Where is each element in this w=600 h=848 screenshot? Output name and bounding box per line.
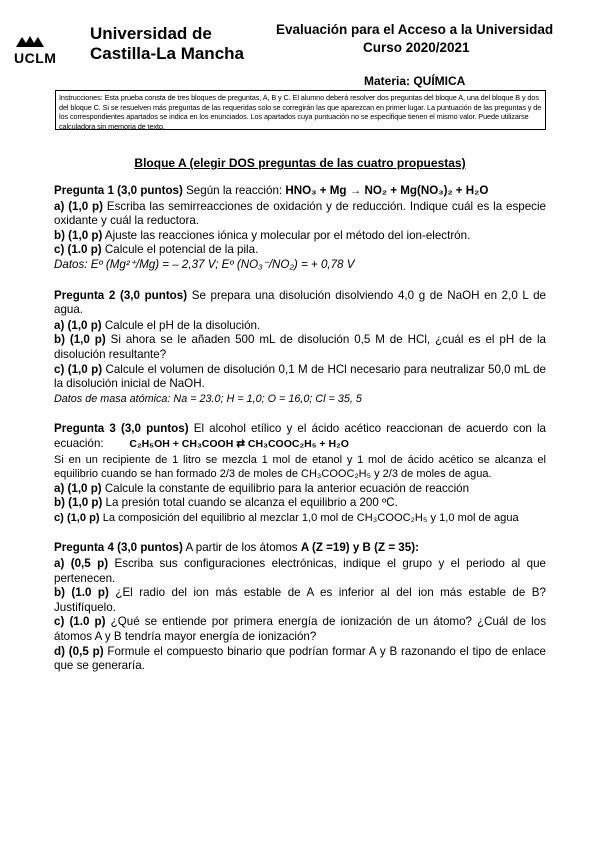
university-name: [90, 24, 244, 64]
q3-title: Pregunta 3 (3,0 puntos): [54, 422, 189, 436]
q2-a-label: a) (1,0 p): [54, 318, 102, 332]
questions: [54, 184, 546, 674]
question-2: [54, 289, 546, 407]
logo-emblem-icon: [14, 34, 86, 48]
q4-c-label: c) (1.0 p): [54, 615, 106, 629]
q2-intro: Se prepara una disolución disolviendo 4,0 g de NaOH en 2,0 L de agua.: [54, 288, 546, 317]
q3-equation: C₂H₅OH + CH₃COOH ⇄ CH₃COOC₂H₅ + H₂O: [129, 437, 349, 450]
q1-a-label: a) (1,0 p): [54, 199, 103, 213]
q3-c-text: La composición del equilibrio al mezclar 1,0 mol de CH₃COOC₂H₅ y 1,0 mol de agua: [102, 511, 519, 524]
q3-a-label: a) (1,0 p): [54, 481, 102, 495]
university-line1: Universidad de: [90, 24, 212, 43]
q4-title: Pregunta 4 (3,0 puntos): [54, 541, 183, 555]
logo-text: UCLM: [14, 50, 57, 66]
q4-b-label: b) (1.0 p): [54, 586, 109, 600]
q1-c-text: Calcule el potencial de la pila.: [104, 243, 259, 257]
q3-b-label: b) (1,0 p): [54, 496, 103, 510]
question-1: [54, 184, 546, 273]
instructions-text: Esta prueba consta de tres bloques de preguntas, A, B y C. El alumno deberá resolver dos preguntas del bloque A, una del bloque B y dos del bloque C. Si se resuelven más preguntas de las requeridas solo se corregirán las que aparezcan en primer lugar. La puntuación de las preguntas y de los correspondientes apartados se indica en los enunciados. Los apartados cuya puntuación no se especifique tienen el mismo valor. Puede utilizarse calculadora sin memoria de texto.: [59, 93, 542, 131]
instructions-label: Instrucciones:: [59, 93, 103, 102]
question-4: [54, 541, 546, 673]
q1-title: Pregunta 1 (3,0 puntos): [54, 184, 183, 197]
q1-b-text: Ajuste las reacciones iónica y molecular por el método del ion-electrón.: [104, 228, 471, 242]
q4-b-text: ¿El radio del ion más estable de A es inferior al del ion más estable de B? Justifíquelo.: [54, 586, 546, 614]
q1-data: Datos: Eº (Mg²⁺/Mg) = – 2,37 V; Eº (NO₃⁻/NO₂) = + 0,78 V: [54, 257, 355, 271]
q1-b-label: b) (1,0 p): [54, 228, 103, 242]
q2-c-label: c) (1,0 p): [54, 362, 103, 376]
block-title-text: Bloque A (elegir DOS preguntas de las cuatro propuestas): [134, 156, 466, 170]
uclm-logo: [14, 22, 86, 64]
q3-b-text: La presión total cuando se alcanza el equilibrio a 200 ºC.: [105, 496, 398, 510]
q1-a-text: Escriba las semirreacciones de oxidación y de reducción. Indique cuál es la especie oxidante y cuál la reductora.: [54, 199, 546, 228]
q3-context: Si en un recipiente de 1 litro se mezcla 1 mol de etanol y 1 mol de ácido acético se alcanza el equilibrio cuando se han formado 2/3 de moles de CH₃COOC₂H₅ y 2/3 de moles de agua.: [54, 453, 546, 481]
instructions-box: [55, 90, 546, 130]
q1-intro: Según la reacción:: [186, 184, 283, 197]
q2-title: Pregunta 2 (3,0 puntos): [54, 288, 188, 302]
q2-b-text: Si ahora se le añaden 500 mL de disolución 0,5 M de HCl, ¿cuál es el pH de la disolución resultante?: [54, 333, 546, 361]
q3-a-text: Calcule la constante de equilibrio para la anterior ecuación de reacción: [104, 481, 470, 495]
q4-d-label: d) (0,5 p): [54, 644, 104, 658]
q3-intro: El alcohol etílico y el ácido acético reaccionan de acuerdo con la ecuación:: [54, 422, 546, 450]
question-3: [54, 422, 546, 525]
block-title: [0, 156, 600, 170]
q1-c-label: c) (1.0 p): [54, 243, 102, 257]
exam-title: Evaluación para el Acceso a la Universidad: [276, 22, 554, 37]
q2-data: Datos de masa atómica: Na = 23.0; H = 1,0; O = 16,0; Cl = 35, 5: [54, 392, 362, 405]
q4-c-text: ¿Qué se entiende por primera energía de ionización de un átomo? ¿Cuál de los átomos A y B tendría mayor energía de ionización?: [54, 615, 546, 644]
q4-a-label: a) (0,5 p): [54, 557, 109, 571]
q4-intro: A partir de los átomos: [185, 541, 298, 555]
q4-a-text: Escriba sus configuraciones electrónicas, indique el grupo y el periodo al que pertenecen.: [54, 557, 546, 585]
q2-b-label: b) (1,0 p): [54, 333, 106, 347]
q3-c-label: c) (1,0 p): [54, 511, 100, 524]
q1-reaction: HNO₃ + Mg → NO₂ + Mg(NO₃)₂ + H₂O: [285, 184, 489, 197]
q4-atoms: A (Z =19) y B (Z = 35):: [300, 541, 419, 555]
q4-d-text: Formule el compuesto binario que podrían formar A y B razonando el tipo de enlace que se generaría.: [54, 644, 546, 673]
subject: Materia: QUÍMICA: [364, 74, 466, 88]
course-year: Curso 2020/2021: [363, 40, 470, 55]
q2-c-text: Calcule el volumen de disolución 0,1 M de HCl necesario para neutralizar 50,0 mL de la disolución inicial de NaOH.: [54, 362, 546, 391]
university-line2: Castilla-La Mancha: [90, 44, 244, 63]
q2-a-text: Calcule el pH de la disolución.: [104, 318, 261, 332]
